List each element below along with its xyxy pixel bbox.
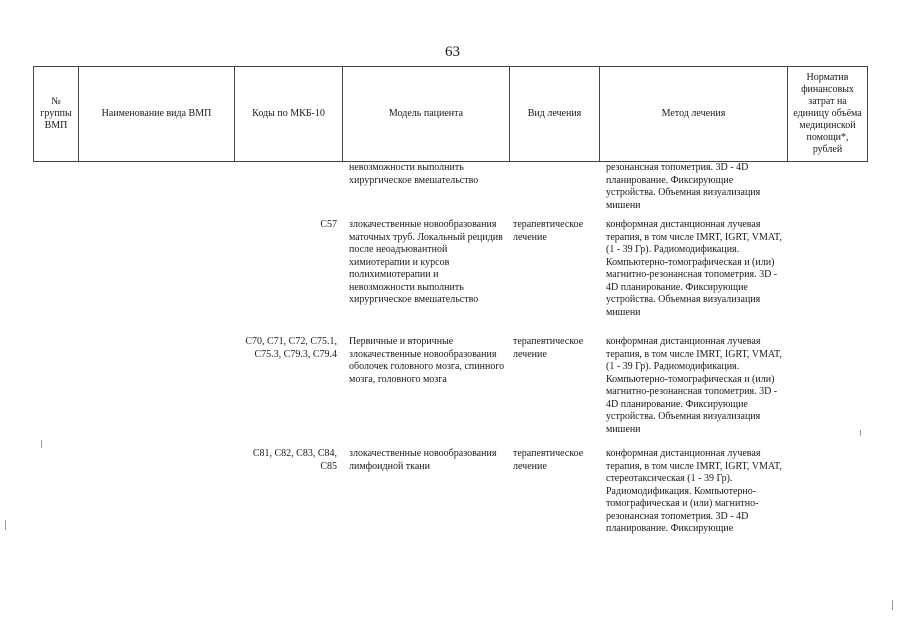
table-row (34, 448, 868, 543)
header-group-number: № группы ВМП (34, 67, 79, 162)
cell-model: злокачественные новообразования лимфоидной ткани (349, 448, 497, 472)
header-vmp-name: Наименование вида ВМП (79, 67, 235, 162)
cell-method: конформная дистанционная лучевая терапия, в том числе IMRT, IGRT, VMAT, (1 - 39 Гр). Радиомодификация. Компьютерно-томографическая и (или) магнитно-резонансная топометрия. 3D - 4D планирование. Фиксирующие устройства. Объемная визуализация мишени (606, 336, 782, 435)
header-cost-norm: Норматив финансовых затрат на единицу объёма медицинской помощи*, рублей (788, 67, 868, 162)
cell-name (79, 219, 235, 336)
scan-speck (5, 520, 6, 530)
cell-name (79, 336, 235, 448)
cell-group (34, 162, 79, 220)
table-row (34, 219, 868, 336)
scan-speck (860, 430, 861, 436)
header-treatment-method: Метод лечения (600, 67, 788, 162)
table-row (34, 162, 868, 220)
cell-name (79, 162, 235, 220)
cell-codes: С81, С82, С83, С84, С85 (252, 448, 337, 472)
cell-method: конформная дистанционная лучевая терапия, в том числе IMRT, IGRT, VMAT, стереотаксическая (1 - 39 Гр). Радиомодификация. Компьютерно-томографическая и (или) магнитно-резонансная топометрия. 3D - 4D планирование. Фиксирующие (606, 448, 782, 534)
scan-speck (892, 600, 893, 610)
cell-codes: С70, С71, С72, С75.1, С75.3, С79.3, С79.4 (245, 336, 337, 360)
cell-name (79, 448, 235, 543)
cell-treatment (510, 162, 600, 220)
vmp-table (33, 66, 868, 543)
cell-norm (788, 336, 868, 448)
cell-norm (788, 448, 868, 543)
cell-model: невозможности выполнить хирургическое вмешательство (349, 162, 479, 186)
cell-model: злокачественные новообразования маточных труб. Локальный рецидив после неоадъювантной химиотерапии и курсов полихимиотерапии и невозможности выполнить хирургическое вмешательство (349, 219, 503, 305)
header-icd-codes: Коды по МКБ-10 (235, 67, 343, 162)
cell-group (34, 219, 79, 336)
table-row (34, 336, 868, 448)
cell-norm (788, 219, 868, 336)
scan-speck (41, 440, 42, 448)
cell-norm (788, 162, 868, 220)
cell-treatment: терапевтическое лечение (513, 336, 584, 360)
cell-method: резонансная топометрия. 3D - 4D планирование. Фиксирующие устройства. Объемная визуализация мишени (606, 162, 761, 211)
cell-method: конформная дистанционная лучевая терапия, в том числе IMRT, IGRT, VMAT, (1 - 39 Гр). Радиомодификация. Компьютерно-томографическая и (или) магнитно-резонансная топометрия. 3D - 4D планирование. Фиксирующие устройства. Объемная визуализация мишени (606, 219, 782, 318)
cell-codes (235, 162, 343, 220)
cell-treatment: терапевтическое лечение (513, 219, 584, 243)
cell-model: Первичные и вторичные злокачественные новообразования оболочек головного мозга, спинного мозга, головного мозга (349, 336, 505, 385)
header-treatment-type: Вид лечения (510, 67, 600, 162)
cell-codes: С57 (320, 219, 337, 230)
cell-treatment: терапевтическое лечение (513, 448, 584, 472)
header-patient-model: Модель пациента (343, 67, 510, 162)
table-header-row (34, 67, 868, 162)
cell-group (34, 336, 79, 448)
page-number: 63 (445, 44, 460, 60)
cell-group (34, 448, 79, 543)
